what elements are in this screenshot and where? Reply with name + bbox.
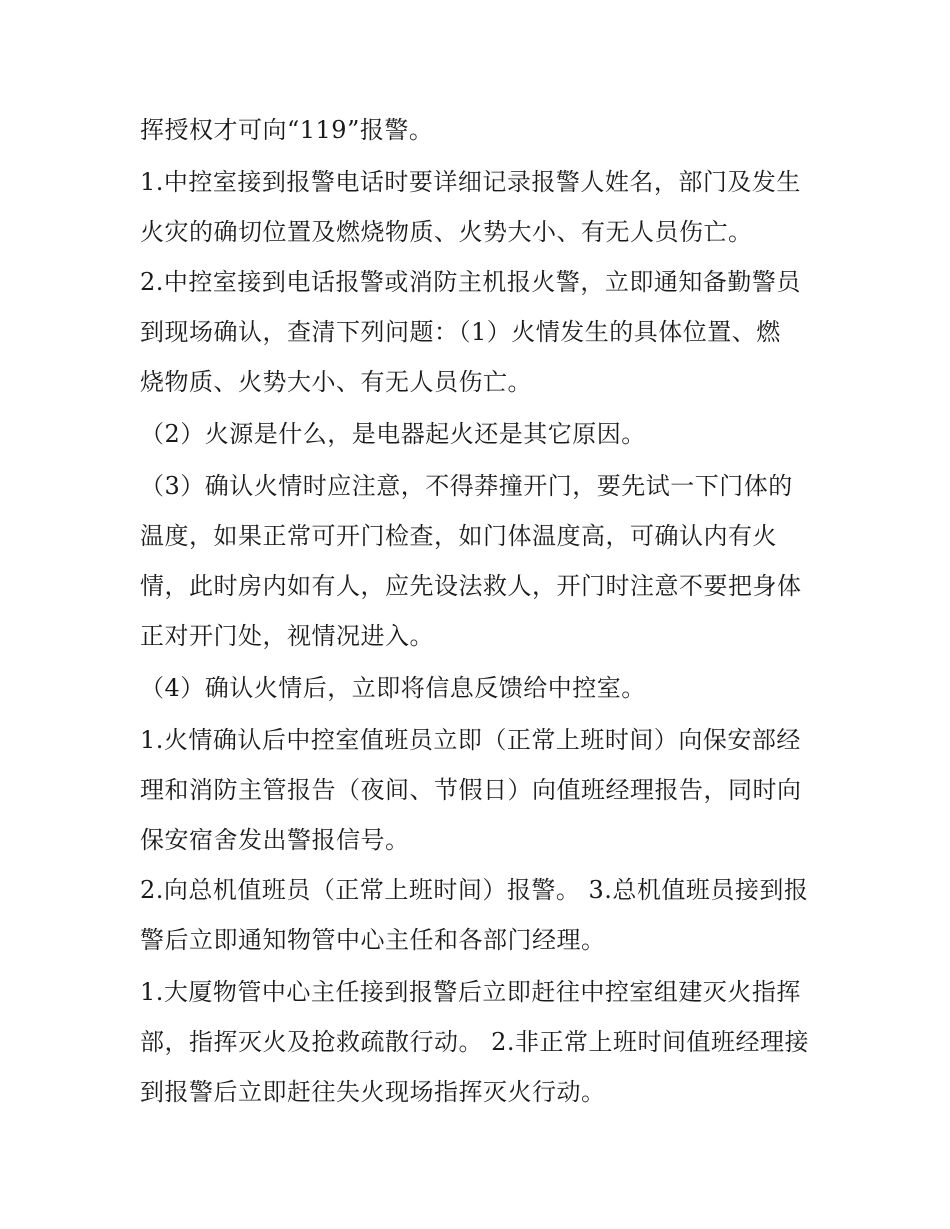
text-line-19: 部，指挥灭火及抢救疏散行动。 2.非正常上班时间值班经理接 <box>140 1028 810 1056</box>
text-line-4: 2.中控室接到电话报警或消防主机报火警，立即通知备勤警员 <box>140 268 801 296</box>
text-line-3: 火灾的确切位置及燃烧物质、火势大小、有无人员伤亡。 <box>140 218 753 246</box>
text-line-10: 情，此时房内如有人，应先设法救人，开门时注意不要把身体 <box>140 572 802 600</box>
text-line-8: （3）确认火情时应注意，不得莽撞开门，要先试一下门体的 <box>140 472 793 500</box>
text-line-7: （2）火源是什么，是电器起火还是其它原因。 <box>140 420 646 448</box>
text-line-5: 到现场确认，查清下列问题：（1）火情发生的具体位置、燃 <box>140 318 781 346</box>
text-line-16: 2.向总机值班员（正常上班时间）报警。 3.总机值班员接到报 <box>140 876 809 904</box>
text-line-12: （4）确认火情后，立即将信息反馈给中控室。 <box>140 674 646 702</box>
text-line-6: 烧物质、火势大小、有无人员伤亡。 <box>140 368 532 396</box>
text-line-17: 警后立即通知物管中心主任和各部门经理。 <box>140 926 606 954</box>
text-line-2: 1.中控室接到报警电话时要详细记录报警人姓名，部门及发生 <box>140 168 801 196</box>
text-line-1: 挥授权才可向“119”报警。 <box>140 116 434 144</box>
text-line-9: 温度，如果正常可开门检查，如门体温度高，可确认内有火 <box>140 522 777 550</box>
text-line-14: 理和消防主管报告（夜间、节假日）向值班经理报告，同时向 <box>140 776 802 804</box>
text-line-13: 1.火情确认后中控室值班员立即（正常上班时间）向保安部经 <box>140 726 801 754</box>
text-line-11: 正对开门处，视情况进入。 <box>140 622 434 650</box>
text-line-18: 1.大厦物管中心主任接到报警后立即赶往中控室组建灭火指挥 <box>140 978 801 1006</box>
text-line-15: 保安宿舍发出警报信号。 <box>140 826 410 854</box>
text-line-20: 到报警后立即赶往失火现场指挥灭火行动。 <box>140 1078 606 1106</box>
